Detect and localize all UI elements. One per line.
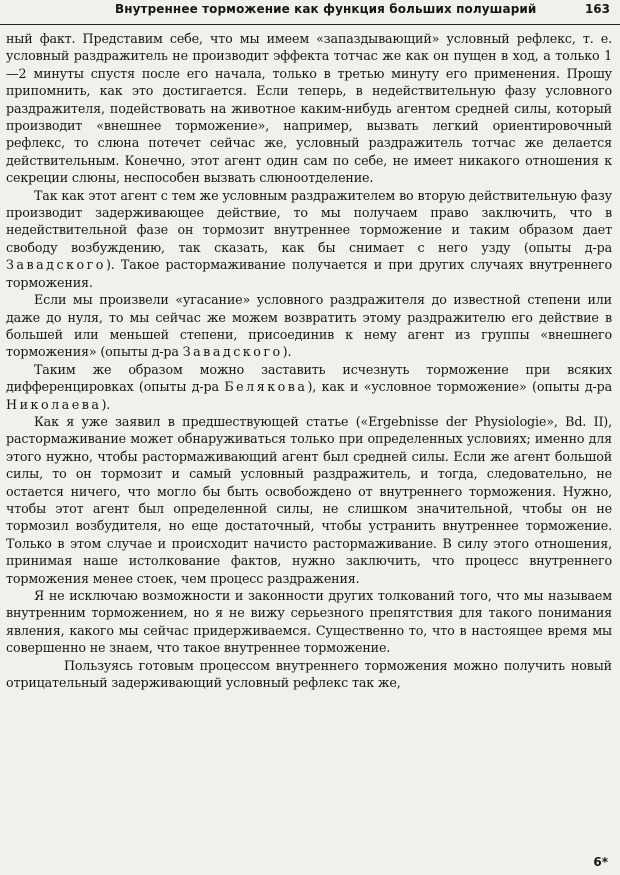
paragraph-3-text-a: Если мы произвели «угасание» условного раздражителя до известной степени или даже до нуля, то мы сейчас же можем возвратить этому раздражителю его действие в большей или меньшей степени, присоединив к нему агент из группы «внешнего торможения» (опыты д-ра <box>6 292 612 360</box>
signature-mark: 6* <box>593 855 608 869</box>
author-name-nikolaev: Николаева <box>6 396 102 412</box>
body-text <box>6 30 612 691</box>
paragraph-4-text-a: Таким же образом можно заставить исчезнуть торможение при всяких дифференцировках (опыты д-ра <box>6 361 612 395</box>
paragraph-2-text-b: ). Такое растормаживание получается и при других случаях внутреннего торможения. <box>6 257 612 290</box>
paragraph-2 <box>6 187 612 291</box>
running-header <box>0 0 620 25</box>
paragraph-1: ный факт. Представим себе, что мы имеем «запаздывающий» условный рефлекс, т. е. условный раздражитель не производит эффекта тотчас же как он пущен в ход, а только 1—2 минуты спустя после его начала, только в третью минуту его применения. Прошу припомнить, как это достигается. Если теперь, в недействительную фазу условного раздражителя, подействовать на животное каким-нибудь агентом средней силы, который производит «внешнее торможение», например, вызвать легкий ориентировочный рефлекс, то слюна потечет сейчас же, условный раздражитель тотчас же делается действительным. Конечно, этот агент один сам по себе, не имеет никакого отношения к секреции слюны, неспособен вызвать слюноотделение. <box>6 31 612 186</box>
paragraph-4-text-b: ), как и «условное торможение» (опыты д-ра <box>307 379 613 395</box>
paragraph-4 <box>6 361 612 413</box>
page-number: 163 <box>584 2 610 16</box>
paragraph-2-text-a: Так как этот агент с тем же условным раздражителем во вторую действительную фазу производит задерживающее действие, то мы получаем право заключить, что в недействительной фазе он тормозит внутреннее торможение и таким образом дает свободу возбуждению, так сказать, как бы снимает с него узду (опыты д-ра <box>6 187 612 255</box>
paragraph-5: Как я уже заявил в предшествующей статье («Ergebnisse der Physiologie», Bd. II), растормаживание может обнаруживаться только при определенных условиях; именно для этого нужно, чтобы растормаживающий агент был средней силы. Если же агент большой силы, то он тормозит и самый условный раздражитель, и тогда, следовательно, не остается ничего, что могло бы быть освобождено от внутреннего торможения. Нужно, чтобы этот агент был определенной силы, не слишком значительной, чтобы он не тормозил возбудителя, но еще достаточный, чтобы устранить внутреннее торможение. Только в этом случае и происходит начисто растормаживание. В силу этого отношения, принимая наше истолкование фактов, нужно заключить, что процесс внутреннего торможения менее стоек, чем процесс раздражения. <box>6 413 612 586</box>
paragraph-3 <box>6 291 612 361</box>
running-title: Внутреннее торможение как функция больших полушарий <box>115 2 537 16</box>
paragraph-4-text-c: ). <box>101 396 111 412</box>
paragraph-6: Я не исключаю возможности и законности других толкований того, что мы называем внутренним торможением, но я не вижу серьезного препятствия для такого понимания явления, какого мы сейчас придерживаемся. Существенно то, что в настоящее время мы совершенно не знаем, что такое внутреннее торможение. <box>6 588 612 656</box>
author-name-belyakov: Белякова <box>224 379 308 395</box>
author-name-zavadsky-2: Завадского <box>182 344 283 360</box>
paragraph-7: Пользуясь готовым процессом внутреннего торможения можно получить новый отрицательный задерживающий условный рефлекс так же, <box>6 657 612 691</box>
paragraph-3-text-b: ). <box>282 344 292 360</box>
author-name-zavadsky: Завадского <box>6 257 106 273</box>
